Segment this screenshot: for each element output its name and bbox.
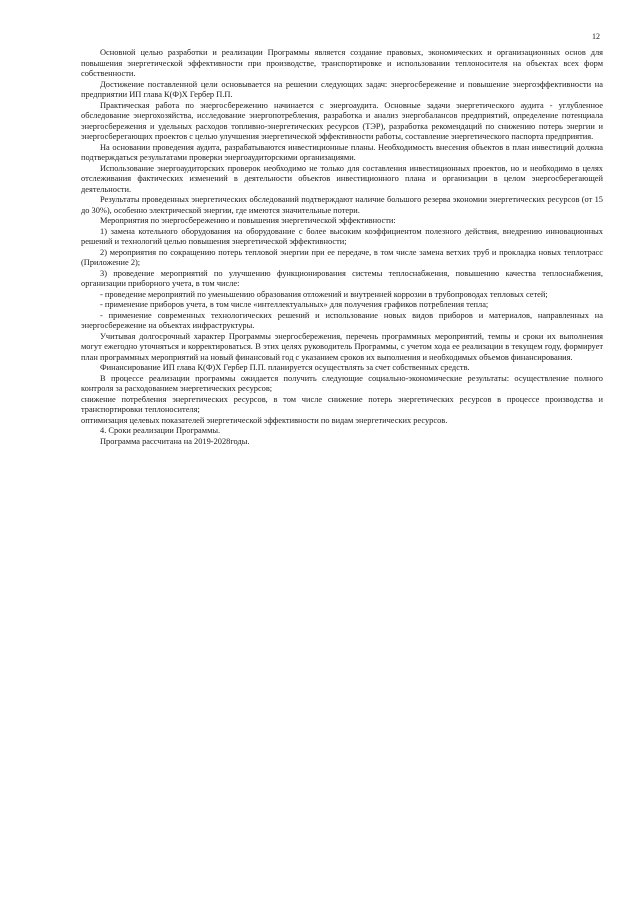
paragraph: Основной целью разработки и реализации Программы является создание правовых, экономических и организационных основ для повышения энергетической эффективности при производстве, транспортировке и использовании теплоносителя на объектах всех форм собственности. bbox=[81, 48, 603, 78]
paragraph: Программа рассчитана на 2019-2028годы. bbox=[100, 436, 250, 446]
section-heading: 4. Сроки реализации Программы. bbox=[100, 426, 221, 435]
list-item: 1) замена котельного оборудования на оборудование с более высоким коэффициентом полезного действия, внедрению инновационных решений и технологий целью повышения энергетической эффективности; bbox=[81, 226, 603, 246]
paragraph: Достижение поставленной цели основывается на решении следующих задач: энергосбережение и повышение энергоэффективности на предприятии ИП глава К(Ф)Х Гербер П.П. bbox=[81, 79, 603, 99]
paragraph: Использование энергоаудиторских проверок необходимо не только для составления инвестиционных проектов, но и необходимо в целях отслеживания фактических изменений в деятельности объектов инвестиционного плана и организации в целом энергосберегающей деятельности. bbox=[81, 163, 603, 194]
document-body bbox=[81, 48, 603, 447]
paragraph: оптимизация целевых показателей энергетической эффективности по видам энергетических ресурсов. bbox=[81, 415, 448, 425]
list-item: - применение современных технологических решений и использование новых видов приборов и материалов, направленных на энергосбережение на объектах инфраструктуры. bbox=[81, 310, 603, 330]
list-item: - проведение мероприятий по уменьшению образования отложений и внутренней коррозии в трубопроводах тепловых сетей; bbox=[100, 289, 548, 299]
list-item: 2) мероприятия по сокращению потерь тепловой энергии при ее передаче, в том числе замена ветхих труб и прокладка новых теплотрасс (Приложение 2); bbox=[81, 247, 603, 267]
paragraph: На основании проведения аудита, разрабатываются инвестиционные планы. Необходимость внесения объектов в план инвестиций должна подтверждаться результатами проверки энергоаудиторскими организациями. bbox=[81, 142, 603, 162]
list-item: 3) проведение мероприятий по улучшению функционирования системы теплоснабжения, повышению качества теплоснабжения, организации приборного учета, в том числе: bbox=[81, 268, 603, 288]
paragraph: Практическая работа по энергосбережению начинается с энергоаудита. Основные задачи энергетического аудита - углубленное обследование энергохозяйства, исследование энергопотребления, разработка и анализ энергобалансов предприятий, определение потенциала энергосбережения и удельных расходов топливно-энергетических ресурсов (ТЭР), разработка рекомендаций по снижению потерь энергии и энергосберегающих проектов с целью улучшения энергетической эффективности работы, составление энергетического паспорта предприятия. bbox=[81, 100, 603, 141]
paragraph: Результаты проведенных энергетических обследований подтверждают наличие большого резерва экономии энергетических ресурсов (от 15 до 30%), особенно электрической энергии, где имеются значительные потери. bbox=[81, 195, 603, 215]
page-number: 12 bbox=[592, 32, 600, 41]
paragraph: Учитывая долгосрочный характер Программы энергосбережения, перечень программных мероприятий, темпы и сроки их выполнения могут ежегодно уточняться и корректироваться. В этих целях руководитель Программы, с учетом хода ее реализации в текущем году, формирует план программных мероприятий на новый финансовый год с указанием сроков их выполнения и необходимых объемов финансирования. bbox=[81, 331, 603, 362]
paragraph: В процессе реализации программы ожидается получить следующие социально-экономические результаты: осуществление полного контроля за расходованием энергетических ресурсов; bbox=[81, 373, 603, 393]
list-item: - применение приборов учета, в том числе «интеллектуальных» для получения графиков потребления тепла; bbox=[100, 300, 489, 309]
paragraph: снижение потребления энергетических ресурсов, в том числе снижение потерь энергетических ресурсов в процессе производства и транспортировки теплоносителя; bbox=[81, 394, 603, 414]
paragraph: Финансирование ИП глава К(Ф)Х Гербер П.П. планируется осуществлять за счет собственных средств. bbox=[100, 363, 470, 372]
list-heading: Мероприятия по энергосбережению и повышения энергетической эффективности: bbox=[100, 216, 396, 225]
